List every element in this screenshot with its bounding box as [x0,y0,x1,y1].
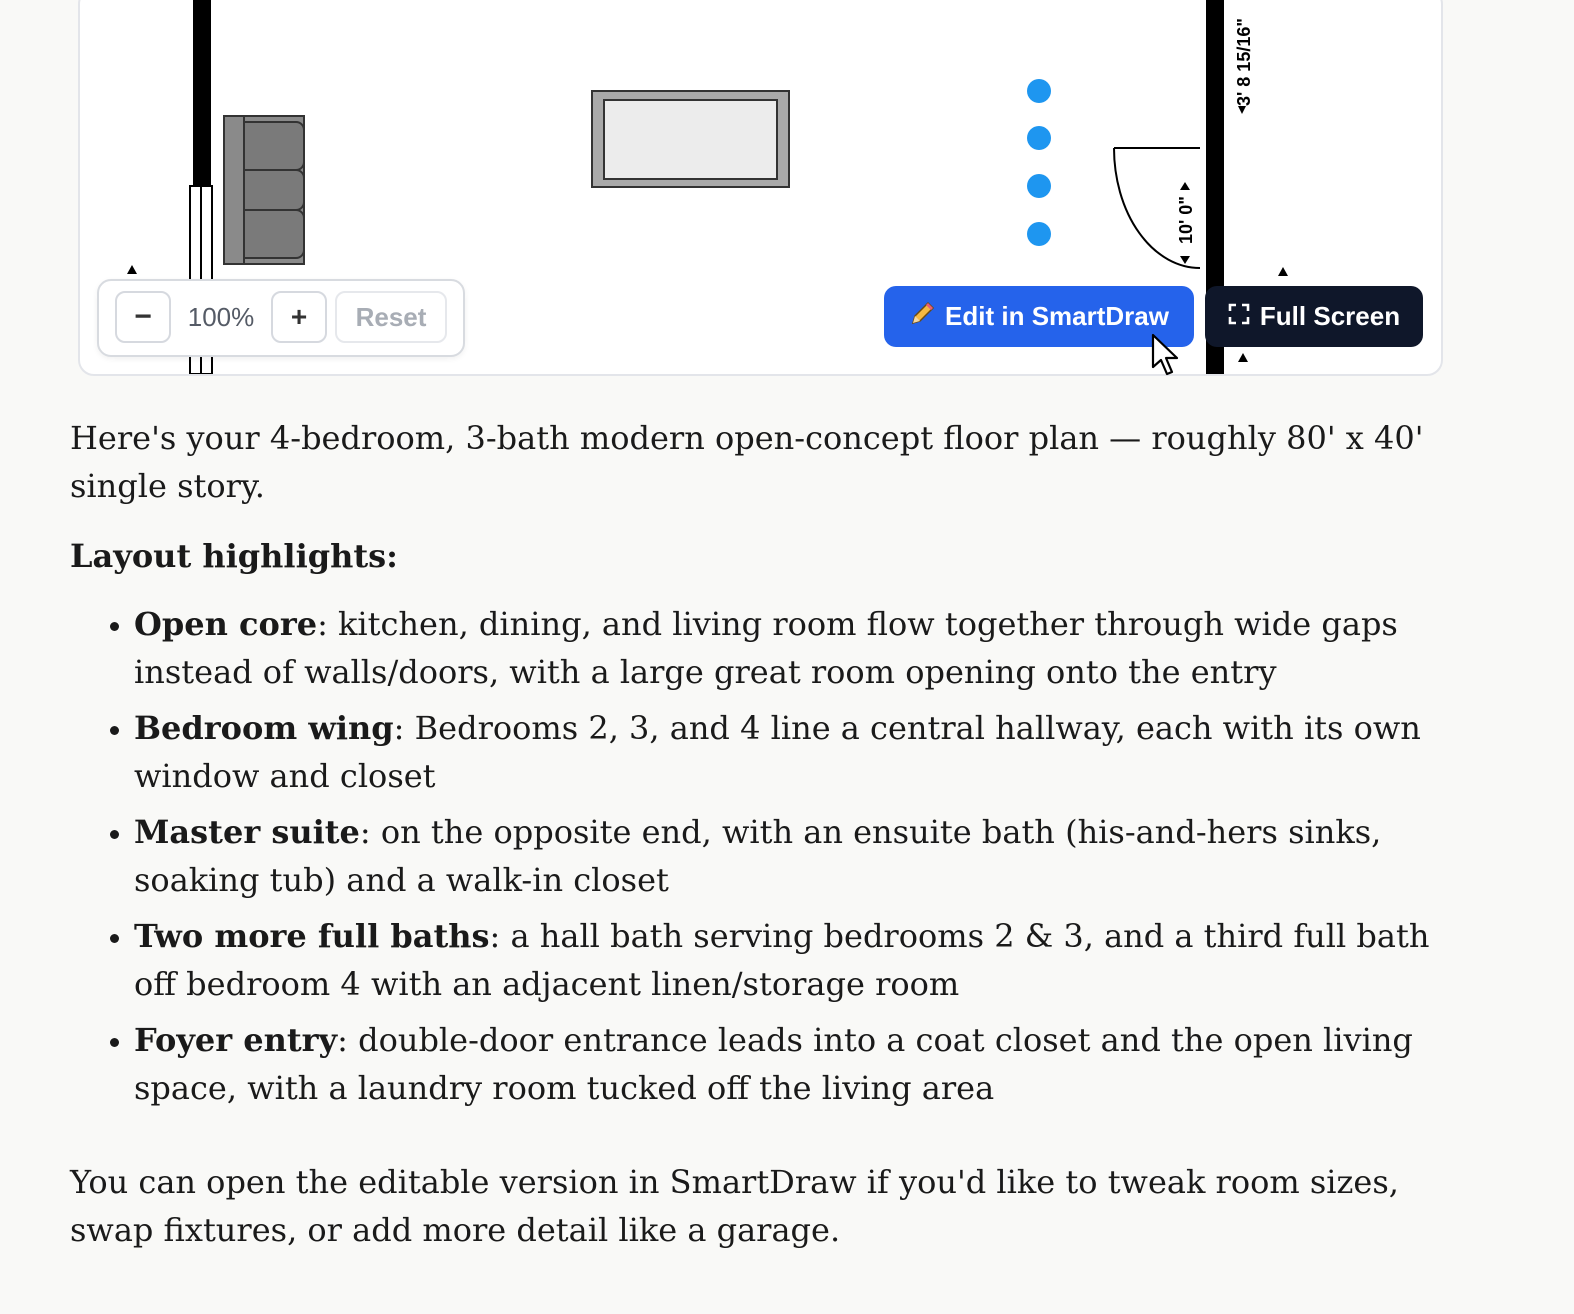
highlight-text: : Bedrooms 2, 3, and 4 line a central hallway, each with its own window and closet [134,709,1421,795]
dimension-label [1176,182,1196,264]
highlight-title: Bedroom wing [134,709,394,747]
pencil-icon [909,299,937,334]
zoom-in-button[interactable]: + [271,291,327,343]
list-item [134,600,1440,696]
list-item [134,1016,1440,1112]
intro-paragraph: Here's your 4-bedroom, 3-bath modern open-concept floor plan — roughly 80' x 40' single story. [70,419,1424,505]
list-item [134,808,1440,904]
table-icon [592,91,789,187]
highlight-title: Foyer entry [134,1021,338,1059]
zoom-controls [97,279,465,357]
edit-in-smartdraw-button[interactable] [884,286,1194,347]
highlight-title: Master suite [134,813,360,851]
highlight-text: : double-door entrance leads into a coat closet and the open living space, with a laundry room tucked off the living area [134,1021,1413,1107]
wall [193,0,211,188]
highlight-text: : on the opposite end, with an ensuite bath (his-and-hers sinks, soaking tub) and a walk-in closet [134,813,1382,899]
assistant-message [70,414,1440,1254]
list-item [134,704,1440,800]
full-screen-button[interactable] [1205,286,1423,347]
svg-text:10' 0": 10' 0" [1176,196,1196,244]
reset-zoom-button[interactable]: Reset [335,291,447,343]
highlight-text: : kitchen, dining, and living room flow together through wide gaps instead of walls/doors, with a large great room opening onto the entry [134,605,1398,691]
sofa-icon [224,116,304,264]
zoom-level: 100% [187,301,255,332]
list-item [134,912,1440,1008]
zoom-out-button[interactable]: − [115,291,171,343]
highlights-heading: Layout highlights: [70,537,398,575]
placement-dots [1027,79,1051,246]
svg-text:3' 8 15/16": 3' 8 15/16" [1234,18,1254,106]
highlight-text: : a hall bath serving bedrooms 2 & 3, and a third full bath off bedroom 4 with an adjacent linen/storage room [134,917,1430,1003]
full-screen-label: Full Screen [1259,301,1401,331]
highlights-list [70,600,1440,1112]
highlight-title: Two more full baths [134,917,490,955]
mouse-cursor-icon [1150,333,1180,381]
highlight-title: Open core [134,605,318,643]
outro-paragraph: You can open the editable version in SmartDraw if you'd like to tweak room sizes, swap fixtures, or add more detail like a garage. [70,1163,1399,1249]
edit-button-label: Edit in SmartDraw [945,301,1169,331]
expand-icon [1228,301,1250,332]
dimension-label [1234,18,1254,114]
dimension-arrow [127,265,137,274]
